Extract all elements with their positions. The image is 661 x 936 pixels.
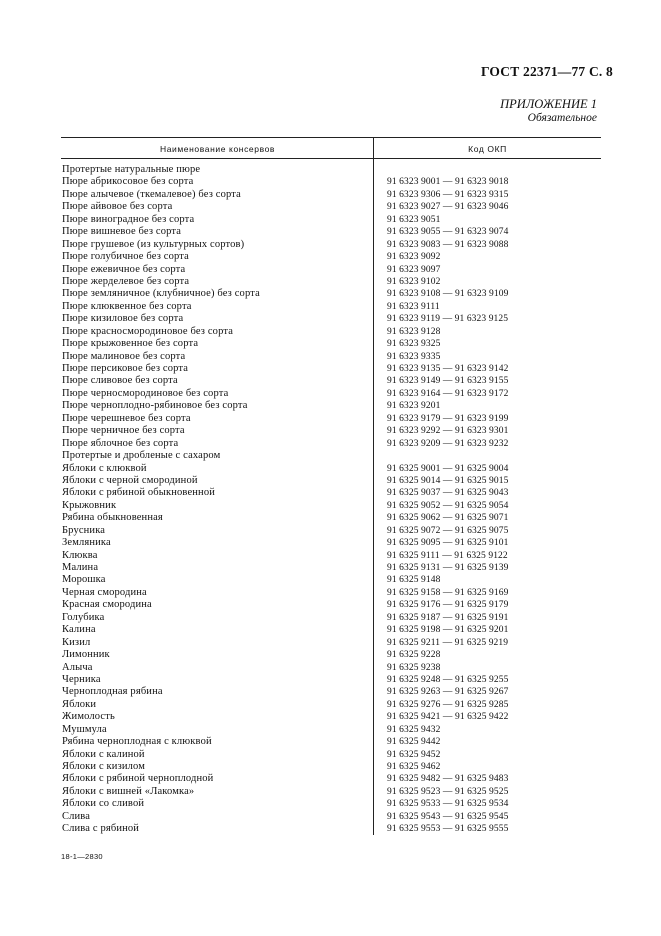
- appendix-subtitle: Обязательное: [527, 112, 597, 124]
- table-body: [61, 159, 601, 836]
- product-name: Пюре кизиловое без сорта: [62, 313, 184, 325]
- okp-code: 91 6325 9095 — 91 6325 9101: [387, 538, 509, 549]
- table-row: [61, 226, 601, 238]
- okp-code: 91 6325 9421 — 91 6325 9422: [387, 712, 509, 723]
- product-name: Рябина обыкновенная: [62, 512, 163, 524]
- table-row: [61, 574, 601, 586]
- okp-code: 91 6325 9462: [387, 762, 441, 772]
- okp-code: 91 6325 9131 — 91 6325 9139: [387, 563, 509, 573]
- product-name: Пюре виноградное без сорта: [62, 213, 195, 225]
- okp-code: 91 6325 9543 — 91 6325 9545: [387, 811, 509, 822]
- okp-code: 91 6323 9164 — 91 6323 9172: [387, 388, 509, 399]
- okp-code: 91 6323 9119 — 91 6323 9125: [387, 314, 509, 325]
- table-row: [61, 811, 601, 823]
- product-name: Брусника: [62, 524, 106, 536]
- appendix-block: [500, 97, 597, 125]
- okp-code: 91 6325 9442: [387, 737, 441, 748]
- table-row: [61, 612, 601, 624]
- okp-code: 91 6323 9135 — 91 6323 9142: [387, 364, 509, 374]
- product-name: Пюре черноплодно-рябиновое без сорта: [62, 400, 248, 412]
- table-row: [61, 326, 601, 338]
- okp-code: 91 6323 9055 — 91 6323 9074: [387, 227, 509, 238]
- product-name: Протертые и дробленые с сахаром: [62, 450, 221, 462]
- okp-code: 91 6325 9238: [387, 662, 441, 673]
- product-name: Черника: [62, 673, 101, 685]
- okp-code: 91 6325 9187 — 91 6325 9191: [387, 612, 509, 623]
- table-row: [61, 288, 601, 300]
- table-row: [61, 363, 601, 375]
- okp-code: 91 6323 9325: [387, 339, 441, 350]
- okp-code: 91 6325 9198 — 91 6325 9201: [387, 625, 509, 636]
- product-name: Лимонник: [62, 649, 110, 661]
- okp-code: 91 6323 9027 — 91 6323 9046: [387, 202, 509, 213]
- okp-code: 91 6323 9128: [387, 326, 441, 337]
- product-name: Слива с рябиной: [62, 823, 140, 835]
- table-row: [61, 487, 601, 499]
- okp-code: 91 6323 9108 — 91 6323 9109: [387, 289, 509, 300]
- table-row: [61, 375, 601, 387]
- okp-code: 91 6325 9533 — 91 6325 9534: [387, 799, 509, 810]
- okp-code: 91 6323 9051: [387, 214, 441, 225]
- table-row: [61, 761, 601, 773]
- okp-code: 91 6323 9092: [387, 252, 441, 263]
- product-name: Черноплодная рябина: [62, 686, 163, 698]
- product-name: Рябина черноплодная с клюквой: [62, 736, 212, 748]
- okp-code: 91 6325 9158 — 91 6325 9169: [387, 587, 509, 598]
- product-name: Мушмула: [62, 723, 107, 735]
- okp-code: 91 6325 9523 — 91 6325 9525: [387, 786, 509, 797]
- table-row: [61, 550, 601, 562]
- okp-code: 91 6325 9037 — 91 6325 9043: [387, 488, 509, 499]
- table-row: [61, 749, 601, 761]
- table-row: [61, 686, 601, 698]
- okp-code: 91 6323 9149 — 91 6323 9155: [387, 376, 509, 387]
- table-row: [61, 313, 601, 325]
- okp-code: 91 6325 9211 — 91 6325 9219: [387, 637, 509, 648]
- product-name: Пюре абрикосовое без сорта: [62, 176, 194, 188]
- table-row: [61, 711, 601, 723]
- product-name: Яблоки: [62, 698, 97, 710]
- product-name: Малина: [62, 562, 99, 573]
- okp-code: 91 6325 9482 — 91 6325 9483: [387, 774, 509, 785]
- okp-code: 91 6325 9263 — 91 6325 9267: [387, 687, 509, 698]
- table-row: [61, 512, 601, 524]
- okp-code: 91 6325 9014 — 91 6325 9015: [387, 475, 509, 486]
- product-name: Пюре голубичное без сорта: [62, 251, 189, 263]
- okp-code: 91 6323 9179 — 91 6323 9199: [387, 413, 509, 424]
- table-row: [61, 525, 601, 537]
- table-row: [61, 674, 601, 686]
- product-name: Пюре земляничное (клубничное) без сорта: [62, 288, 260, 300]
- column-header-name: Наименование консервов: [159, 144, 276, 154]
- okp-code: 91 6323 9001 — 91 6323 9018: [387, 177, 509, 188]
- page-footer: 18-1—2830: [61, 852, 103, 861]
- okp-code: 91 6323 9102: [387, 276, 441, 287]
- table-row: [61, 475, 601, 487]
- product-name: Голубика: [62, 611, 105, 623]
- okp-code: 91 6323 9111: [387, 301, 440, 312]
- product-name: Жимолость: [62, 711, 115, 723]
- okp-code: 91 6325 9062 — 91 6325 9071: [387, 513, 509, 524]
- okp-code: 91 6325 9176 — 91 6325 9179: [387, 600, 509, 611]
- product-name: Крыжовник: [62, 499, 117, 511]
- table-row: [61, 425, 601, 437]
- product-name: Пюре черносмородиновое без сорта: [62, 387, 229, 399]
- product-name: Клюква: [62, 549, 98, 561]
- product-name: Пюре яблочное без сорта: [62, 437, 179, 449]
- product-name: Пюре айвовое без сорта: [62, 201, 173, 213]
- okp-code: 91 6325 9148: [387, 575, 441, 586]
- product-name: Алыча: [62, 661, 93, 673]
- table-row: [61, 463, 601, 475]
- product-name: Яблоки с рябиной обыкновенной: [62, 487, 215, 499]
- appendix-title: ПРИЛОЖЕНИЕ 1: [500, 97, 597, 111]
- table-row: [61, 798, 601, 810]
- table-row: [61, 164, 601, 176]
- okp-code: 91 6325 9276 — 91 6325 9285: [387, 699, 509, 710]
- table-row: [61, 264, 601, 276]
- table-row: [61, 599, 601, 611]
- product-name: Красная смородина: [62, 599, 152, 611]
- okp-code: 91 6325 9248 — 91 6325 9255: [387, 674, 509, 685]
- table-row: [61, 537, 601, 549]
- table-row: [61, 351, 601, 363]
- table-row: [61, 562, 601, 574]
- table-row: [61, 201, 601, 213]
- table-row: [61, 176, 601, 188]
- product-name: Протертые натуральные пюре: [62, 164, 201, 175]
- product-name: Пюре крыжовенное без сорта: [62, 338, 199, 350]
- product-name: Земляника: [62, 537, 111, 549]
- okp-code: 91 6325 9052 — 91 6325 9054: [387, 500, 509, 511]
- product-name: Слива: [62, 810, 91, 822]
- table-row: [61, 400, 601, 412]
- product-name: Яблоки с калиной: [62, 748, 145, 760]
- table-row: [61, 189, 601, 201]
- table-row: [61, 736, 601, 748]
- table-row: [61, 438, 601, 450]
- product-name: Яблоки с черной смородиной: [62, 474, 198, 486]
- products-table: [61, 137, 601, 836]
- table-row: [61, 450, 601, 462]
- okp-code: 91 6325 9452: [387, 749, 441, 760]
- product-name: Пюре сливовое без сорта: [62, 375, 178, 387]
- product-name: Черная смородина: [62, 586, 147, 598]
- okp-code: 91 6323 9209 — 91 6323 9232: [387, 438, 509, 449]
- product-name: Пюре малиновое без сорта: [62, 350, 186, 362]
- okp-code: 91 6325 9228: [387, 650, 441, 661]
- table-row: [61, 587, 601, 599]
- table-row: [61, 214, 601, 226]
- table-row: [61, 388, 601, 400]
- table-row: [61, 276, 601, 288]
- table-row: [61, 500, 601, 512]
- product-name: Пюре грушевое (из культурных сортов): [62, 238, 245, 250]
- okp-code: 91 6325 9072 — 91 6325 9075: [387, 525, 509, 536]
- table-row: [61, 649, 601, 661]
- table-row: [61, 413, 601, 425]
- table-row: [61, 724, 601, 736]
- table-row: [61, 823, 601, 835]
- product-name: Яблоки со сливой: [62, 798, 145, 810]
- okp-code: 91 6325 9553 — 91 6325 9555: [387, 824, 509, 835]
- okp-code: 91 6323 9292 — 91 6323 9301: [387, 426, 509, 437]
- product-name: Пюре красносмородиновое без сорта: [62, 325, 234, 337]
- product-name: Пюре черешневое без сорта: [62, 412, 191, 424]
- table-header: [61, 137, 601, 159]
- product-name: Пюре вишневое без сорта: [62, 226, 182, 238]
- page-header: ГОСТ 22371—77 С. 8: [480, 64, 613, 79]
- product-name: Кизил: [62, 636, 91, 648]
- table-row: [61, 301, 601, 313]
- okp-code: 91 6325 9001 — 91 6325 9004: [387, 463, 509, 474]
- product-name: Пюре ежевичное без сорта: [62, 263, 186, 275]
- product-name: Пюре жерделевое без сорта: [62, 275, 190, 287]
- okp-code: 91 6323 9201: [387, 401, 441, 412]
- product-name: Морошка: [62, 574, 106, 586]
- table-row: [61, 786, 601, 798]
- product-name: Пюре клюквенное без сорта: [62, 300, 192, 312]
- table-row: [61, 624, 601, 636]
- product-name: Пюре персиковое без сорта: [62, 363, 189, 374]
- product-name: Пюре алычевое (ткемалевое) без сорта: [62, 188, 241, 200]
- okp-code: 91 6323 9306 — 91 6323 9315: [387, 189, 509, 200]
- product-name: Яблоки с рябиной черноплодной: [62, 773, 214, 785]
- table-row: [61, 662, 601, 674]
- product-name: Калина: [62, 624, 96, 636]
- table-row: [61, 699, 601, 711]
- okp-code: 91 6325 9111 — 91 6325 9122: [387, 550, 508, 561]
- okp-code: 91 6323 9083 — 91 6323 9088: [387, 239, 509, 250]
- table-row: [61, 251, 601, 263]
- product-name: Яблоки с кизилом: [62, 761, 146, 772]
- product-name: Яблоки с клюквой: [62, 462, 147, 474]
- product-name: Яблоки с вишней «Лакомка»: [62, 785, 195, 797]
- okp-code: 91 6323 9335: [387, 351, 441, 362]
- okp-code: 91 6325 9432: [387, 724, 441, 735]
- table-row: [61, 637, 601, 649]
- okp-code: 91 6323 9097: [387, 264, 441, 275]
- table-row: [61, 773, 601, 785]
- table-row: [61, 239, 601, 251]
- table-row: [61, 338, 601, 350]
- column-header-code: Код ОКП: [468, 144, 507, 154]
- product-name: Пюре черничное без сорта: [62, 425, 185, 437]
